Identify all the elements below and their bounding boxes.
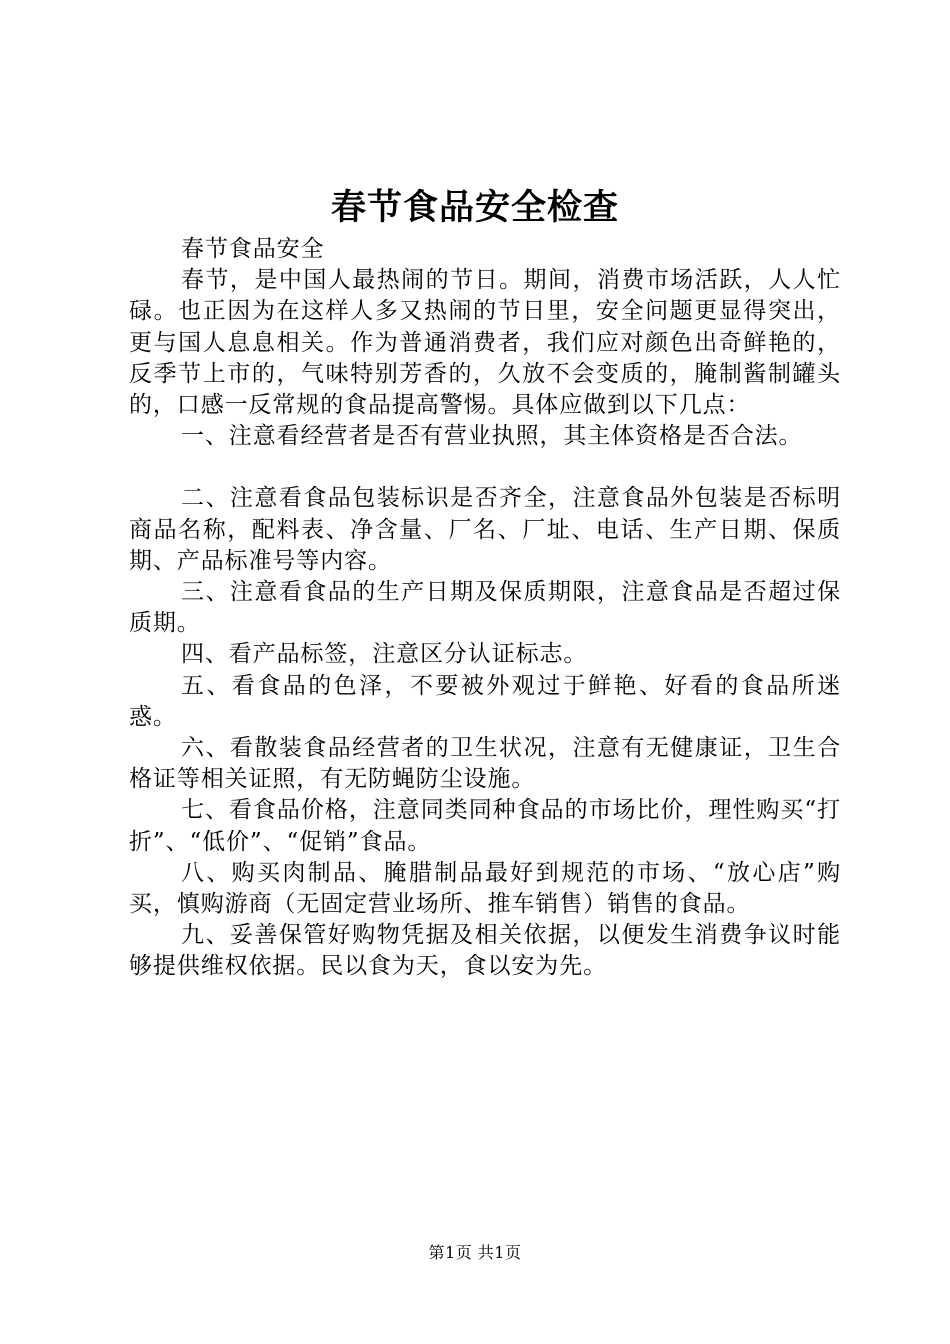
paragraph-item-7: 七、看食品价格，注意同类同种食品的市场比价，理性购买“打折”、“低价”、“促销”食品。: [129, 797, 841, 855]
document-title: 春节食品安全检查: [330, 187, 619, 228]
paragraph-item-2: 二、注意看食品包装标识是否齐全，注意食品外包装是否标明商品名称，配料表、净含量、厂名、厂址、电话、生产日期、保质期、产品标准号等内容。: [129, 485, 841, 574]
paragraph-item-1: 一、注意看经营者是否有营业执照，其主体资格是否合法。: [181, 423, 803, 450]
paragraph-item-3: 三、注意看食品的生产日期及保质期限，注意食品是否超过保质期。: [129, 579, 841, 637]
paragraph-item-6: 六、看散装食品经营者的卫生状况，注意有无健康证，卫生合格证等相关证照，有无防蝇防尘设施。: [129, 735, 841, 793]
page-number-footer: 第1页 共1页: [428, 1243, 522, 1262]
paragraph-item-8: 八、购买肉制品、腌腊制品最好到规范的市场、“放心店”购买，慎购游商（无固定营业场所、推车销售）销售的食品。: [129, 859, 841, 918]
paragraph-subtitle: 春节食品安全: [181, 236, 325, 262]
paragraph-item-4: 四、看产品标签，注意区分认证标志。: [181, 641, 588, 668]
paragraph-item-5: 五、看食品的色泽，不要被外观过于鲜艳、好看的食品所迷惑。: [129, 672, 841, 730]
document-body: [129, 234, 841, 983]
paragraph-item-9: 九、妥善保管好购物凭据及相关依据，以便发生消费争议时能够提供维权依据。民以食为天，食以安为先。: [129, 922, 841, 980]
paragraph-intro: 春节，是中国人最热闹的节日。期间，消费市场活跃，人人忙碌。也正因为在这样人多又热闹的节日里，安全问题更显得突出，更与国人息息相关。作为普通消费者，我们应对颜色出奇鲜艳的，反季节上市的，气味特别芳香的，久放不会变质的，腌制酱制罐头的，口感一反常规的食品提高警惕。具体应做到以下几点：: [129, 267, 841, 419]
